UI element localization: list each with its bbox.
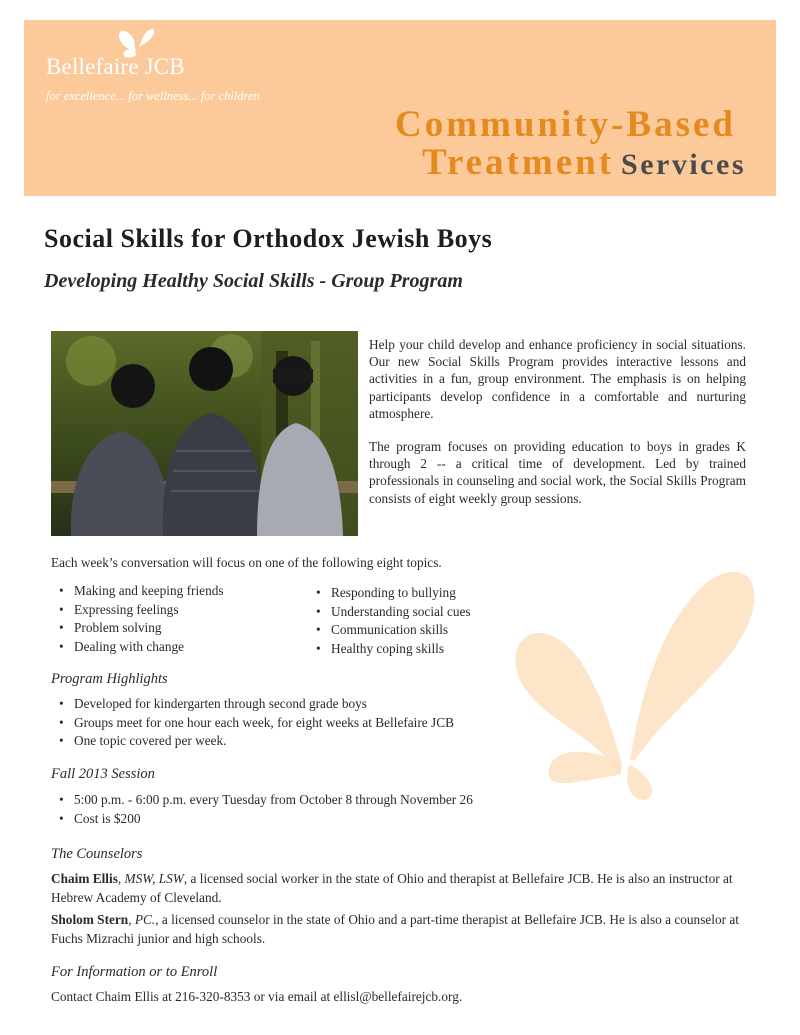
banner-title-line1: Community-Based	[394, 104, 736, 145]
session-heading: Fall 2013 Session	[51, 766, 155, 782]
list-item: • Making and keeping friends	[51, 582, 301, 601]
counselor-entry: Sholom Stern, PC., a licensed counselor in the state of Ohio and a part-time therapist at Bellefaire JCB. He is also a counselor at Fuchs Mizrachi junior and high schools.	[51, 912, 739, 946]
counselor-name: Sholom Stern	[51, 912, 129, 927]
counselor-name: Chaim Ellis	[51, 871, 118, 886]
intro-paragraph-2: The program focuses on providing education to boys in grades K through 2 -- a critical time of development. Led by trained professionals in counseling and social work, the Social Skills Program consists of eight weekly group sessions.	[369, 439, 746, 506]
counselors-heading: The Counselors	[51, 846, 143, 862]
list-item: • Communication skills	[308, 621, 558, 640]
intro-paragraph-1: Help your child develop and enhance proficiency in social situations. Our new Social Skills Program provides interactive lessons and activities in a fun, group environment. The emphasis is on helping participants develop confidence in a comfortable and nurturing atmosphere.	[369, 337, 746, 421]
topics-intro: Each week’s conversation will focus on one of the following eight topics.	[51, 555, 442, 570]
counselor-entry: Chaim Ellis, MSW, LSW, a licensed social worker in the state of Ohio and therapist at Bellefaire JCB. He is also an instructor at Hebrew Academy of Cleveland.	[51, 871, 733, 905]
banner-title-treatment: Treatment	[421, 142, 615, 183]
list-item: • 5:00 p.m. - 6:00 p.m. every Tuesday from October 8 through November 26	[51, 791, 671, 810]
counselor-description: , a licensed social worker in the state of Ohio and therapist at Bellefaire JCB. He is also an instructor at Hebrew Academy of Cleveland.	[51, 871, 733, 905]
list-item: • Expressing feelings	[51, 601, 301, 620]
list-item: • Cost is $200	[51, 810, 671, 829]
counselor-description: , a licensed counselor in the state of Ohio and a part-time therapist at Bellefaire JCB. He is also a counselor at Fuchs Mizrachi junior and high schools.	[51, 912, 739, 946]
list-item: • Developed for kindergarten through second grade boys	[51, 695, 651, 714]
highlights-list	[51, 695, 651, 751]
list-item: • Responding to bullying	[308, 584, 558, 603]
list-item: • Healthy coping skills	[308, 640, 558, 659]
banner-title-services: Services	[621, 148, 746, 181]
list-item: • Groups meet for one hour each week, for eight weeks at Bellefaire JCB	[51, 714, 651, 733]
topics-list-right	[308, 584, 558, 658]
list-item: • Dealing with change	[51, 638, 301, 657]
page-title: Social Skills for Orthodox Jewish Boys	[44, 224, 493, 253]
header-banner	[24, 20, 776, 196]
counselor-credentials: MSW, LSW	[124, 871, 184, 886]
session-list	[51, 791, 671, 828]
org-tagline: for excellence... for wellness... for children	[46, 89, 260, 103]
topics-list-left	[51, 582, 301, 656]
counselor-credentials: PC.	[134, 912, 156, 927]
contact-text: Contact Chaim Ellis at 216-320-8353 or via email at ellisl@bellefairejcb.org.	[51, 989, 463, 1004]
list-item: • One topic covered per week.	[51, 732, 651, 751]
list-item: • Understanding social cues	[308, 603, 558, 622]
page-subtitle: Developing Healthy Social Skills - Group Program	[44, 270, 463, 292]
contact-heading: For Information or to Enroll	[51, 964, 218, 980]
highlights-heading: Program Highlights	[51, 671, 168, 687]
banner-title	[395, 106, 746, 189]
intro-text	[369, 336, 746, 523]
boys-photo	[51, 331, 358, 536]
org-name: Bellefaire JCB	[46, 54, 185, 79]
list-item: • Problem solving	[51, 619, 301, 638]
